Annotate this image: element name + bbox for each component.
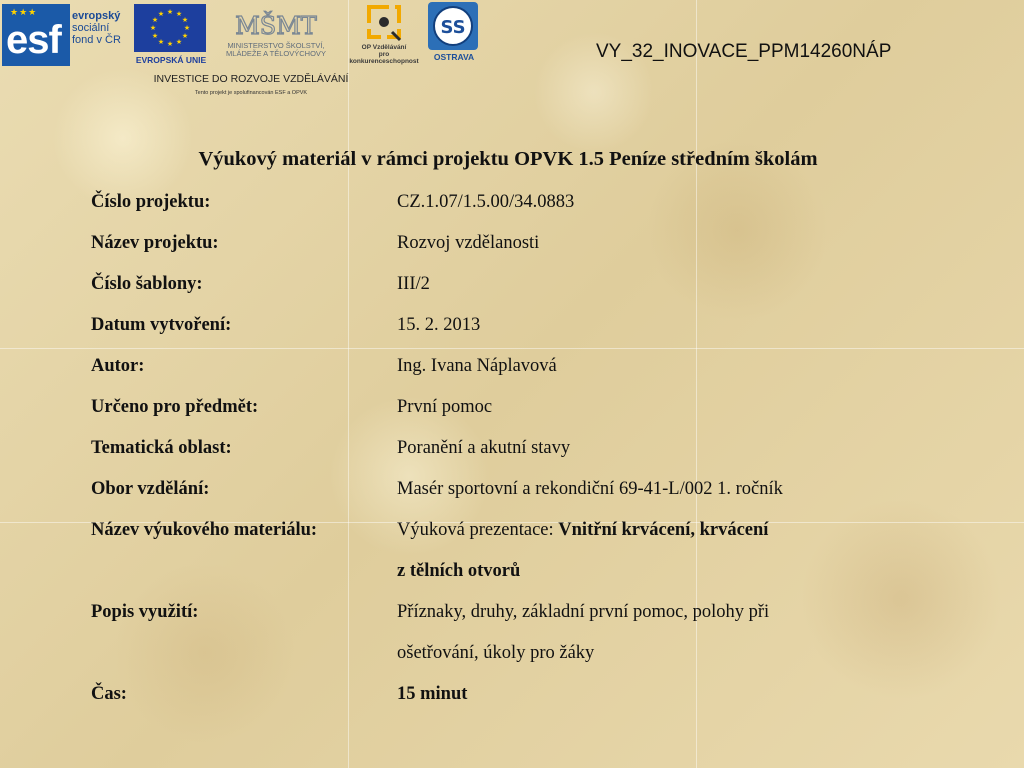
investice-caption: INVESTICE DO ROZVOJE VZDĚLÁVÁNÍ	[153, 73, 349, 85]
row-label: Název projektu:	[91, 233, 219, 253]
eu-logo	[134, 4, 208, 65]
msmt-line: MINISTERSTVO ŠKOLSTVÍ,	[227, 41, 325, 50]
svg-text:★: ★	[175, 38, 183, 46]
op-logo	[346, 2, 422, 65]
row-value: Ing. Ivana Náplavová	[397, 356, 557, 376]
material-code: VY_32_INOVACE_PPM14260NÁP	[596, 41, 892, 62]
op-line: pro konkurenceschopnost	[349, 51, 419, 65]
row-label: Čas:	[91, 684, 127, 704]
texture-seam	[696, 0, 697, 768]
row-label: Datum vytvoření:	[91, 315, 232, 335]
row-value: III/2	[397, 274, 430, 294]
svg-text:★: ★	[166, 8, 174, 16]
row-value	[397, 520, 768, 541]
row-value: Rozvoj vzdělanosti	[397, 233, 540, 253]
op-mark-icon	[362, 2, 406, 44]
esf-mark-text: esf	[6, 18, 61, 62]
row-value: Příznaky, druhy, základní první pomoc, polohy při	[397, 602, 770, 622]
op-line: OP Vzdělávání	[361, 44, 407, 51]
school-mark-icon	[428, 2, 478, 50]
svg-text:★: ★	[181, 16, 189, 24]
row-label: Číslo šablony:	[91, 274, 203, 294]
row-label: Určeno pro předmět:	[91, 397, 259, 417]
row-label: Název výukového materiálu:	[91, 520, 318, 540]
row-value-prefix: Výuková prezentace:	[397, 520, 559, 540]
logo-strip	[0, 0, 480, 104]
svg-text:★: ★	[151, 16, 159, 24]
esf-line: evropský	[72, 10, 121, 22]
school-label: OSTRAVA	[433, 52, 475, 62]
svg-text:★: ★	[175, 10, 183, 18]
texture-seam	[348, 0, 349, 768]
row-value: Poranění a akutní stavy	[397, 438, 571, 458]
row-label: Popis využití:	[91, 602, 199, 622]
row-label: Obor vzdělání:	[91, 479, 210, 499]
msmt-label	[212, 42, 340, 58]
eu-stars-icon: ★★★	[10, 8, 38, 18]
row-value: První pomoc	[397, 397, 493, 417]
school-mark-text: SS	[440, 17, 466, 38]
svg-text:★: ★	[149, 24, 157, 32]
msmt-logo	[212, 0, 340, 58]
eu-flag-icon	[134, 4, 206, 52]
row-value: 15 minut	[397, 684, 468, 704]
svg-text:★: ★	[183, 24, 191, 32]
svg-text:★: ★	[166, 40, 174, 48]
row-value-continuation: ošetřování, úkoly pro žáky	[397, 643, 595, 663]
svg-text:★: ★	[157, 10, 165, 18]
msmt-mark-icon	[235, 0, 317, 42]
row-value: CZ.1.07/1.5.00/34.0883	[397, 192, 575, 212]
msmt-mark-text: MŠMT	[235, 12, 317, 40]
row-label: Autor:	[91, 356, 145, 376]
esf-logo	[2, 4, 130, 66]
svg-text:★: ★	[181, 32, 189, 40]
esf-line: sociální	[72, 22, 110, 34]
esf-text	[72, 10, 132, 46]
esf-line: fond v ČR	[72, 34, 121, 46]
svg-text:★: ★	[157, 38, 165, 46]
esf-mark	[2, 4, 70, 66]
school-logo	[428, 2, 480, 62]
row-value: Masér sportovní a rekondiční 69-41-L/002 1. ročník	[397, 479, 783, 499]
row-value-continuation: z tělních otvorů	[397, 561, 521, 581]
msmt-line: MLÁDEŽE A TĚLOVÝCHOVY	[226, 49, 326, 58]
texture-seam	[0, 348, 1024, 349]
svg-text:★: ★	[151, 32, 159, 40]
row-label: Tematická oblast:	[91, 438, 232, 458]
row-value: 15. 2. 2013	[397, 315, 481, 335]
row-label: Číslo projektu:	[91, 192, 211, 212]
row-value-bold: Vnitřní krvácení, krvácení	[558, 520, 769, 540]
cofinancing-note: Tento projekt je spolufinancován ESF a OPVK	[194, 90, 308, 96]
op-label	[346, 44, 422, 65]
page-title: Výukový materiál v rámci projektu OPVK 1.5 Peníze středním školám	[198, 148, 818, 170]
eu-label: EVROPSKÁ UNIE	[135, 55, 207, 65]
